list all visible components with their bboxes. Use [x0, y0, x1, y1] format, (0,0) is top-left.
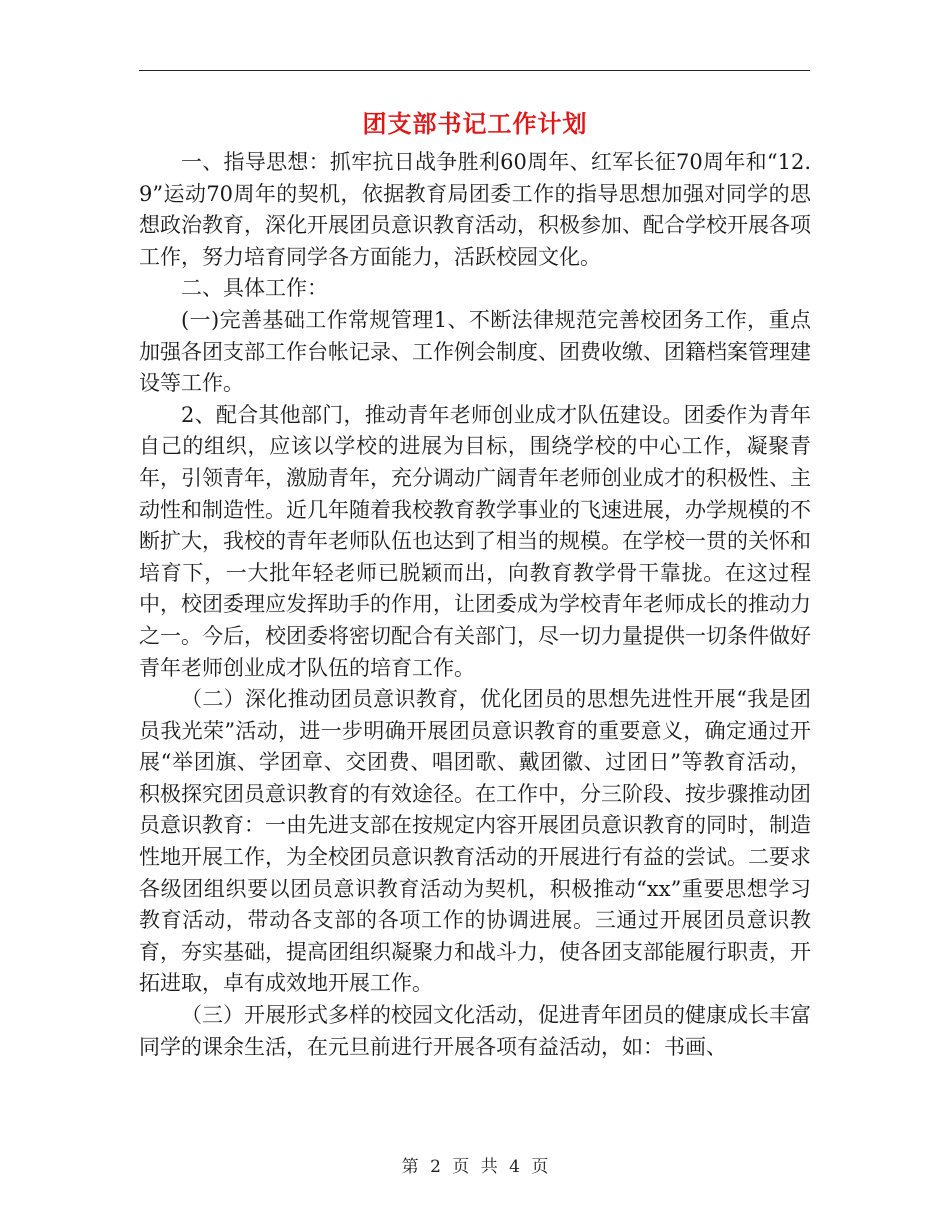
paragraph-basic-management: (一)完善基础工作常规管理1、不断法律规范完善校团务工作，重点加强各团支部工作台帐记录、工作例会制度、团费收缴、团籍档案管理建设等工作。: [139, 307, 811, 396]
paragraph-guiding-thought: 一、指导思想：抓牢抗日战争胜利60周年、红军长征70周年和“12.9”运动70周年的契机，依据教育局团委工作的指导思想加强对同学的思想政治教育，深化开展团员意识教育活动，积极参加、配合学校开展各项工作，努力培育同学各方面能力，活跃校园文化。: [139, 150, 811, 269]
header-rule: [139, 70, 810, 71]
document-body: [139, 147, 811, 1063]
paragraph-campus-culture: （三）开展形式多样的校园文化活动，促进青年团员的健康成长丰富同学的课余生活，在元旦前进行开展各项有益活动，如：书画、: [139, 1003, 811, 1059]
paragraph-member-awareness: （二）深化推动团员意识教育，优化团员的思想先进性开展“我是团员我光荣”活动，进一步明确开展团员意识教育的重要意义，确定通过开展“举团旗、学团章、交团费、唱团歌、戴团徽、过团日”等教育活动，积极探究团员意识教育的有效途径。在工作中，分三阶段、按步骤推动团员意识教育：一由先进支部在按规定内容开展团员意识教育的同时，制造性地开展工作，为全校团员意识教育活动的开展进行有益的尝试。二要求各级团组织要以团员意识教育活动为契机，积极推动“xx”重要思想学习教育活动，带动各支部的各项工作的协调进展。三通过开展团员意识教育，夯实基础，提高团组织凝聚力和战斗力，使各团支部能履行职责，开拓进取，卓有成效地开展工作。: [139, 687, 811, 996]
paragraph-specific-work-heading: 二、具体工作：: [181, 276, 328, 301]
paragraph-young-teachers: 2、配合其他部门，推动青年老师创业成才队伍建设。团委作为青年自己的组织，应该以学校的进展为目标，围绕学校的中心工作，凝聚青年，引领青年，激励青年，充分调动广阔青年老师创业成才的积极性、主动性和制造性。近几年随着我校教育教学事业的飞速进展，办学规模的不断扩大，我校的青年老师队伍也达到了相当的规模。在学校一贯的关怀和培育下，一大批年轻老师已脱颖而出，向教育教学骨干靠拢。在这过程中，校团委理应发挥助手的作用，让团委成为学校青年老师成长的推动力之一。今后，校团委将密切配合有关部门，尽一切力量提供一切条件做好青年老师创业成才队伍的培育工作。: [139, 402, 811, 680]
page-number-footer: 第 2 页 共 4 页: [401, 1157, 549, 1177]
document-title: 团支部书记工作计划: [362, 109, 588, 138]
